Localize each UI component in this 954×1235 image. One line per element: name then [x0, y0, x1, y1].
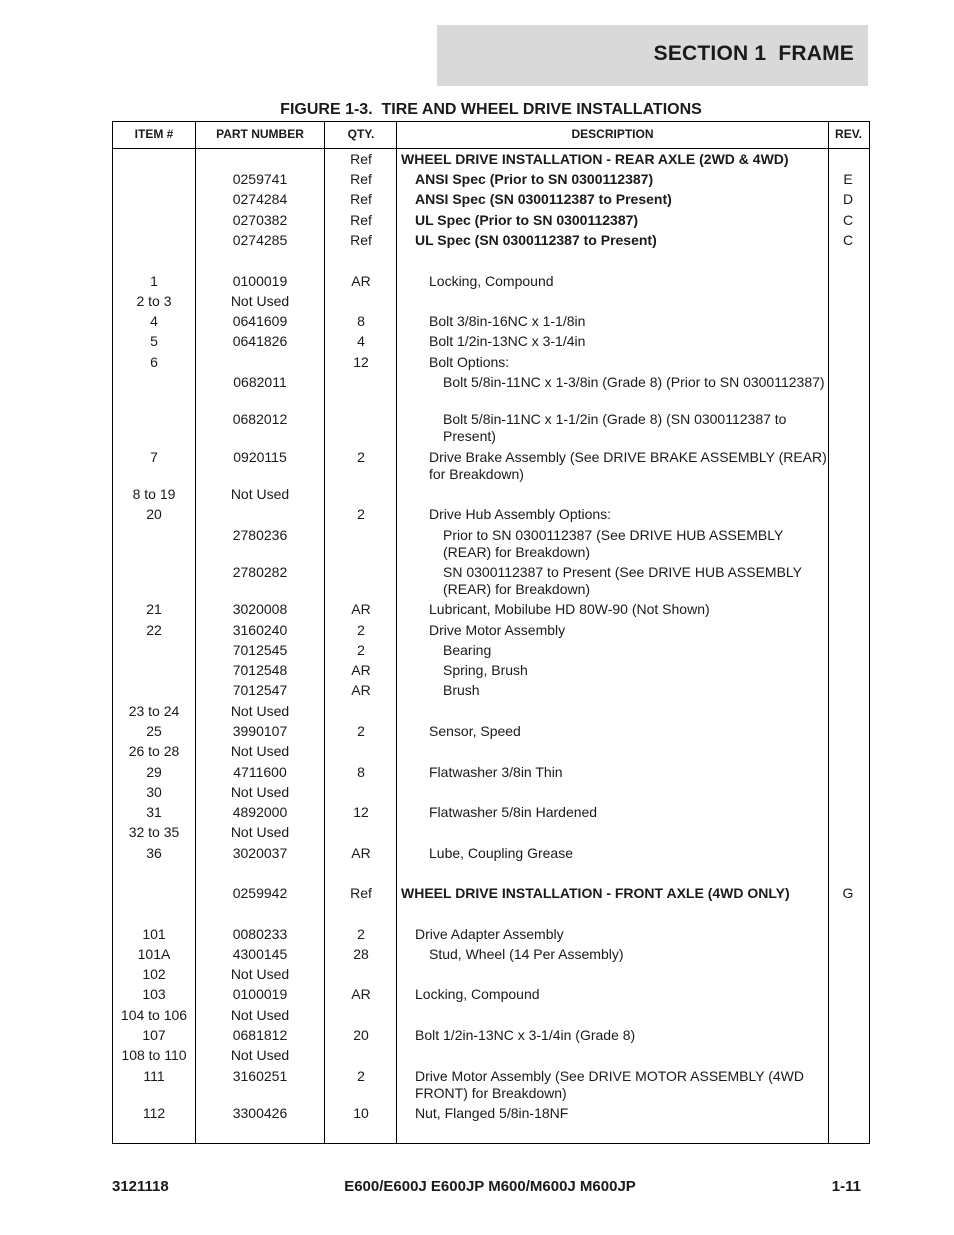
- part-number-cell: 0641609: [232, 313, 288, 329]
- item-number-cell: 101: [142, 926, 166, 942]
- item-number-cell: 23 to 24: [128, 703, 180, 719]
- quantity-cell: 12: [353, 354, 369, 370]
- item-number-cell: 22: [146, 622, 162, 638]
- part-number-cell: 2780282: [232, 564, 288, 580]
- description-cell: Nut, Flanged 5/8in-18NF: [415, 1105, 569, 1121]
- revision-cell: G: [842, 885, 854, 901]
- description-cell: Stud, Wheel (14 Per Assembly): [429, 946, 624, 962]
- description-cell: Lube, Coupling Grease: [429, 845, 573, 861]
- item-number-cell: 36: [146, 845, 162, 861]
- quantity-cell: Ref: [350, 885, 372, 901]
- part-number-cell: 0274285: [232, 232, 288, 248]
- footer-models: E600/E600J E600JP M600/M600J M600JP: [344, 1178, 636, 1195]
- part-number-cell: 4892000: [232, 804, 288, 820]
- part-number-cell: Not Used: [230, 743, 290, 759]
- part-number-cell: 2780236: [232, 527, 288, 543]
- figure-title: FIGURE 1-3. TIRE AND WHEEL DRIVE INSTALLATIONS: [280, 101, 702, 118]
- item-number-cell: 1: [150, 273, 158, 289]
- description-cell: Bolt 5/8in-11NC x 1-3/8in (Grade 8) (Prior to SN 0300112387): [443, 374, 825, 390]
- description-cell: WHEEL DRIVE INSTALLATION - REAR AXLE (2WD & 4WD): [401, 151, 789, 167]
- part-number-cell: Not Used: [230, 703, 290, 719]
- quantity-cell: 2: [357, 642, 365, 658]
- part-number-cell: 7012547: [232, 682, 288, 698]
- item-number-cell: 30: [146, 784, 162, 800]
- description-cell: UL Spec (SN 0300112387 to Present): [415, 232, 657, 248]
- part-number-cell: 0080233: [232, 926, 288, 942]
- section-title: SECTION 1 FRAME: [653, 42, 854, 65]
- part-number-cell: 3990107: [232, 723, 288, 739]
- description-cell: Bolt 3/8in-16NC x 1-1/8in: [429, 313, 586, 329]
- part-number-cell: 0682012: [232, 411, 288, 427]
- quantity-cell: 2: [357, 926, 365, 942]
- description-cell: Bolt 1/2in-13NC x 3-1/4in (Grade 8): [415, 1027, 636, 1043]
- item-number-cell: 101A: [137, 946, 171, 962]
- part-number-cell: 0682011: [233, 374, 287, 390]
- quantity-cell: AR: [351, 273, 371, 289]
- item-number-cell: 2 to 3: [136, 293, 172, 309]
- section-header-box: [437, 25, 868, 86]
- col-header-item: ITEM #: [134, 127, 174, 141]
- description-cell: Bearing: [443, 642, 492, 658]
- description-cell: Drive Adapter Assembly: [415, 926, 564, 942]
- part-number-cell: 3300426: [232, 1105, 288, 1121]
- part-number-cell: 0274284: [232, 191, 288, 207]
- quantity-cell: 8: [357, 313, 365, 329]
- part-number-cell: 7012548: [232, 662, 288, 678]
- item-number-cell: 7: [150, 449, 158, 465]
- description-cell: UL Spec (Prior to SN 0300112387): [415, 212, 639, 228]
- part-number-cell: Not Used: [230, 293, 290, 309]
- part-number-cell: 4711600: [233, 764, 287, 780]
- part-number-cell: 3020008: [232, 601, 288, 617]
- revision-cell: D: [842, 191, 854, 207]
- part-number-cell: 0270382: [232, 212, 288, 228]
- quantity-cell: AR: [351, 845, 371, 861]
- part-number-cell: 0920115: [233, 449, 287, 465]
- part-number-cell: Not Used: [230, 486, 290, 502]
- quantity-cell: 12: [353, 804, 369, 820]
- item-number-cell: 21: [146, 601, 162, 617]
- item-number-cell: 4: [150, 313, 158, 329]
- item-number-cell: 8 to 19: [132, 486, 176, 502]
- part-number-cell: 0259741: [232, 171, 288, 187]
- description-cell: Flatwasher 3/8in Thin: [429, 764, 563, 780]
- item-number-cell: 112: [142, 1105, 166, 1121]
- quantity-cell: 4: [357, 333, 365, 349]
- description-cell: Drive Hub Assembly Options:: [429, 506, 612, 522]
- description-cell: Spring, Brush: [443, 662, 528, 678]
- quantity-cell: 10: [353, 1105, 369, 1121]
- revision-cell: C: [842, 232, 854, 248]
- description-cell: Sensor, Speed: [429, 723, 521, 739]
- part-number-cell: 0100019: [232, 273, 288, 289]
- description-cell: Lubricant, Mobilube HD 80W-90 (Not Shown): [429, 601, 710, 617]
- item-number-cell: 20: [146, 506, 162, 522]
- part-number-cell: Not Used: [230, 824, 290, 840]
- quantity-cell: Ref: [350, 151, 372, 167]
- quantity-cell: 2: [357, 1068, 365, 1084]
- item-number-cell: 103: [142, 986, 166, 1002]
- description-cell: Drive Motor Assembly (See DRIVE MOTOR ASSEMBLY (4WD FRONT) for Breakdown): [415, 1068, 804, 1101]
- description-cell: Bolt 5/8in-11NC x 1-1/2in (Grade 8) (SN 0300112387 to Present): [443, 411, 787, 444]
- quantity-cell: AR: [351, 986, 371, 1002]
- part-number-cell: 0641826: [232, 333, 288, 349]
- part-number-cell: 7012545: [232, 642, 288, 658]
- quantity-cell: 2: [357, 723, 365, 739]
- parts-table: [112, 121, 870, 1144]
- item-number-cell: 6: [150, 354, 158, 370]
- revision-cell: E: [843, 171, 853, 187]
- col-header-rev: REV.: [835, 127, 862, 141]
- item-number-cell: 111: [143, 1068, 165, 1084]
- part-number-cell: Not Used: [230, 1047, 290, 1063]
- quantity-cell: Ref: [350, 212, 372, 228]
- description-cell: Drive Motor Assembly: [429, 622, 566, 638]
- description-cell: Flatwasher 5/8in Hardened: [429, 804, 598, 820]
- description-cell: ANSI Spec (SN 0300112387 to Present): [415, 191, 672, 207]
- quantity-cell: 2: [357, 622, 365, 638]
- footer-doc-number: 3121118: [112, 1178, 169, 1195]
- quantity-cell: 28: [353, 946, 369, 962]
- description-cell: Bolt Options:: [429, 354, 510, 370]
- col-header-description: DESCRIPTION: [571, 127, 654, 141]
- quantity-cell: AR: [351, 662, 371, 678]
- item-number-cell: 29: [146, 764, 162, 780]
- description-cell: Brush: [443, 682, 480, 698]
- col-header-qty: QTY.: [347, 127, 375, 141]
- quantity-cell: 8: [357, 764, 365, 780]
- part-number-cell: 0259942: [232, 885, 288, 901]
- description-cell: Bolt 1/2in-13NC x 3-1/4in: [429, 333, 586, 349]
- item-number-cell: 31: [146, 804, 162, 820]
- item-number-cell: 25: [146, 723, 162, 739]
- description-cell: SN 0300112387 to Present (See DRIVE HUB ASSEMBLY (REAR) for Breakdown): [443, 564, 802, 597]
- item-number-cell: 104 to 106: [120, 1007, 188, 1023]
- quantity-cell: Ref: [350, 191, 372, 207]
- part-number-cell: 0681812: [232, 1027, 288, 1043]
- quantity-cell: 20: [353, 1027, 369, 1043]
- description-cell: Prior to SN 0300112387 (See DRIVE HUB ASSEMBLY (REAR) for Breakdown): [443, 527, 784, 560]
- part-number-cell: Not Used: [230, 1007, 290, 1023]
- item-number-cell: 32 to 35: [128, 824, 180, 840]
- quantity-cell: AR: [351, 682, 371, 698]
- item-number-cell: 107: [142, 1027, 166, 1043]
- part-number-cell: 3020037: [232, 845, 288, 861]
- part-number-cell: 3160251: [232, 1068, 288, 1084]
- part-number-cell: 3160240: [232, 622, 288, 638]
- quantity-cell: 2: [357, 449, 365, 465]
- part-number-cell: Not Used: [230, 966, 290, 982]
- quantity-cell: Ref: [350, 232, 372, 248]
- description-cell: Locking, Compound: [415, 986, 540, 1002]
- item-number-cell: 5: [150, 333, 158, 349]
- description-cell: WHEEL DRIVE INSTALLATION - FRONT AXLE (4WD ONLY): [401, 885, 790, 901]
- column-divider: [828, 122, 829, 1143]
- item-number-cell: 108 to 110: [121, 1047, 187, 1063]
- col-header-part-number: PART NUMBER: [216, 127, 304, 141]
- item-number-cell: 102: [142, 966, 166, 982]
- quantity-cell: Ref: [350, 171, 372, 187]
- description-cell: Locking, Compound: [429, 273, 554, 289]
- footer-page-number: 1-11: [831, 1178, 861, 1195]
- description-cell: Drive Brake Assembly (See DRIVE BRAKE ASSEMBLY (REAR) for Breakdown): [429, 449, 827, 482]
- quantity-cell: 2: [357, 506, 365, 522]
- revision-cell: C: [842, 212, 854, 228]
- part-number-cell: 0100019: [232, 986, 288, 1002]
- part-number-cell: 4300145: [232, 946, 288, 962]
- part-number-cell: Not Used: [230, 784, 290, 800]
- quantity-cell: AR: [351, 601, 371, 617]
- header-divider: [113, 148, 869, 149]
- description-cell: ANSI Spec (Prior to SN 0300112387): [415, 171, 654, 187]
- item-number-cell: 26 to 28: [128, 743, 180, 759]
